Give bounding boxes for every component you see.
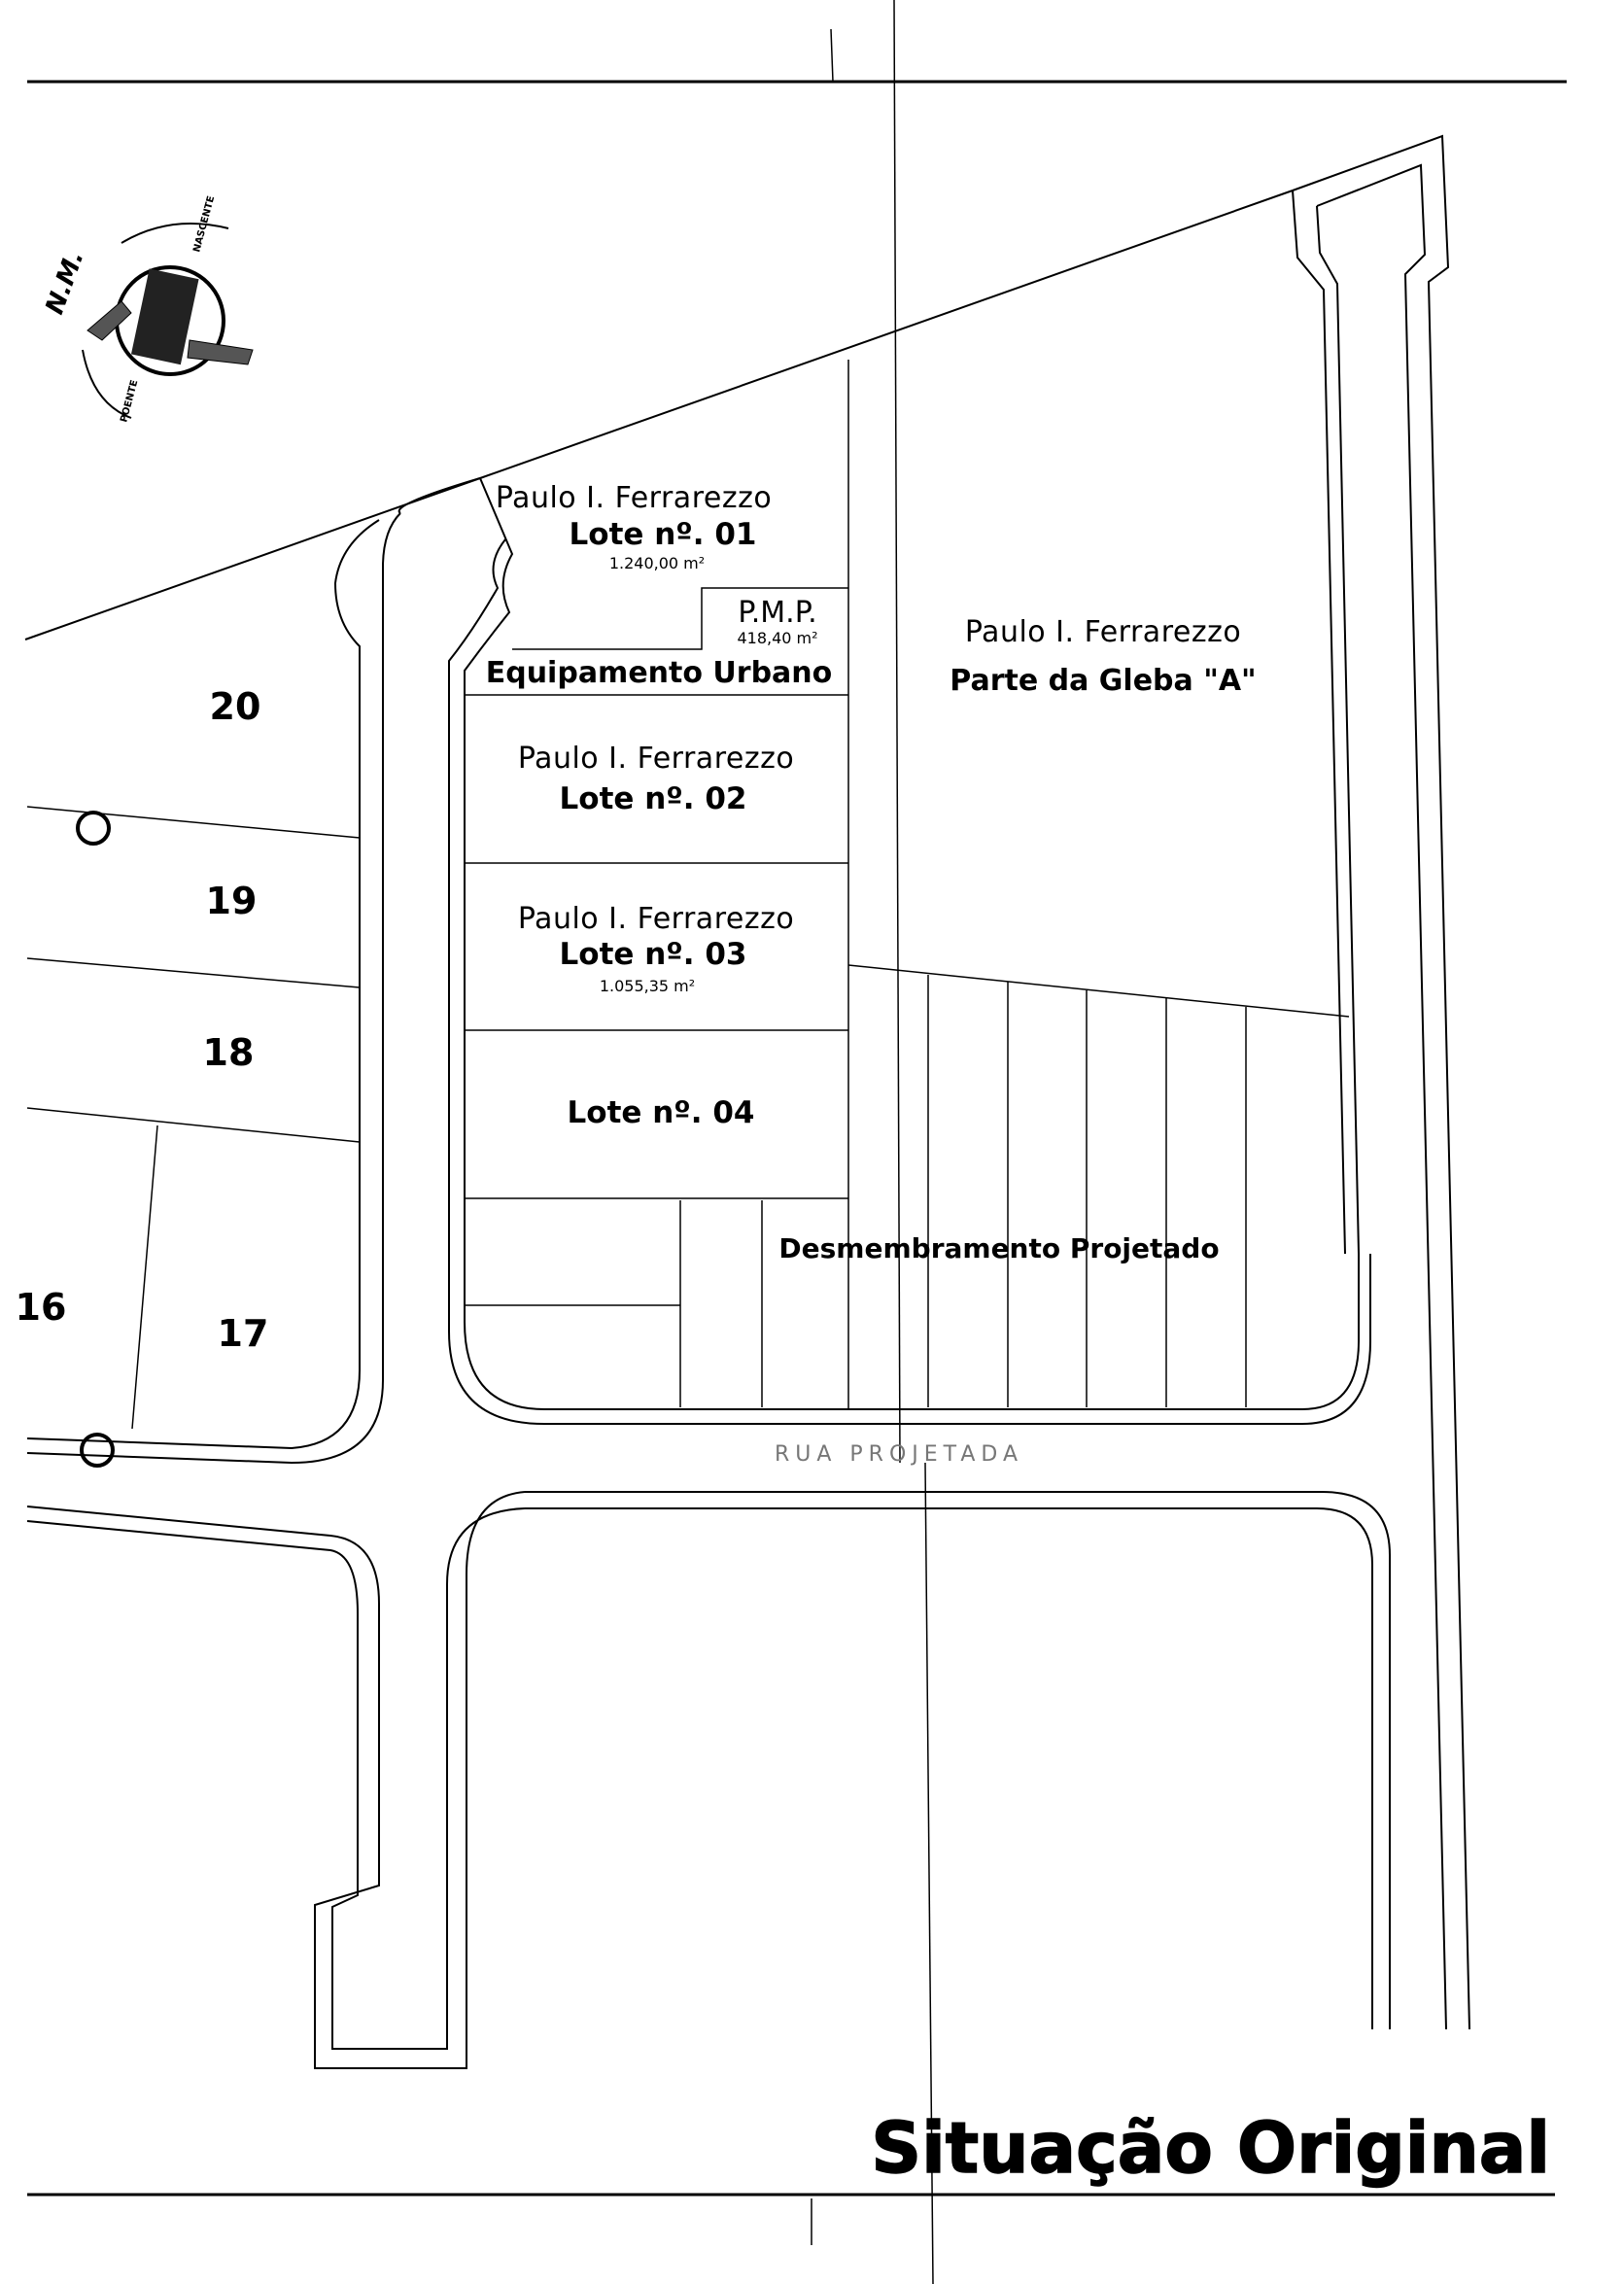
gleba-a — [950, 615, 1256, 698]
map-title: Situação Original — [871, 2107, 1550, 2189]
gleba-owner: Paulo I. Ferrarezzo — [964, 615, 1242, 649]
street-name-horizontal: RUA PROJETADA — [774, 1442, 1024, 1467]
pmp-area: 418,40 m² — [737, 629, 818, 647]
lote-01 — [496, 481, 772, 572]
left-vertical-road — [27, 513, 525, 2068]
lower-road — [525, 1492, 1390, 2029]
lote-02-name: Lote nº. 02 — [559, 781, 747, 816]
lot-number-20: 20 — [209, 685, 261, 728]
marker-symbols — [78, 813, 113, 1466]
lote-03-owner: Paulo I. Ferrarezzo — [517, 902, 795, 936]
lote-01-area: 1.240,00 m² — [608, 554, 706, 572]
compass-rose-icon — [40, 194, 253, 423]
neighbor-lot-numbers — [16, 685, 269, 1355]
lote-03-name: Lote nº. 03 — [559, 937, 747, 972]
lot-number-19: 19 — [205, 880, 258, 922]
lot-number-17: 17 — [217, 1312, 269, 1355]
lote-01-name: Lote nº. 01 — [569, 517, 757, 552]
lote-02-owner: Paulo I. Ferrarezzo — [517, 742, 795, 776]
right-road — [1293, 136, 1469, 2029]
lot-number-18: 18 — [202, 1031, 255, 1074]
lote-02 — [518, 742, 794, 816]
pmp-name: P.M.P. — [738, 596, 817, 630]
pmp-use: Equipamento Urbano — [485, 656, 833, 690]
gleba-name: Parte da Gleba "A" — [950, 664, 1257, 698]
lote-04 — [568, 1095, 755, 1130]
compass-east-label: NASCENTE — [191, 194, 218, 254]
drawing-frame — [27, 0, 1567, 2284]
pmp-lot — [486, 596, 833, 690]
lote-03-area: 1.055,35 m² — [599, 977, 696, 995]
lote-04-name: Lote nº. 04 — [567, 1095, 755, 1130]
lote-03 — [518, 902, 794, 995]
lote-01-owner: Paulo I. Ferrarezzo — [495, 481, 773, 515]
neighbor-lot-lines — [27, 807, 360, 1429]
desmembramento-label: Desmembramento Projetado — [778, 1232, 1220, 1264]
desmembramento-lines — [465, 975, 1246, 1407]
compass-label: N.M. — [40, 246, 90, 319]
lot-number-16: 16 — [15, 1286, 67, 1329]
compass-west-label: POENTE — [119, 378, 141, 424]
